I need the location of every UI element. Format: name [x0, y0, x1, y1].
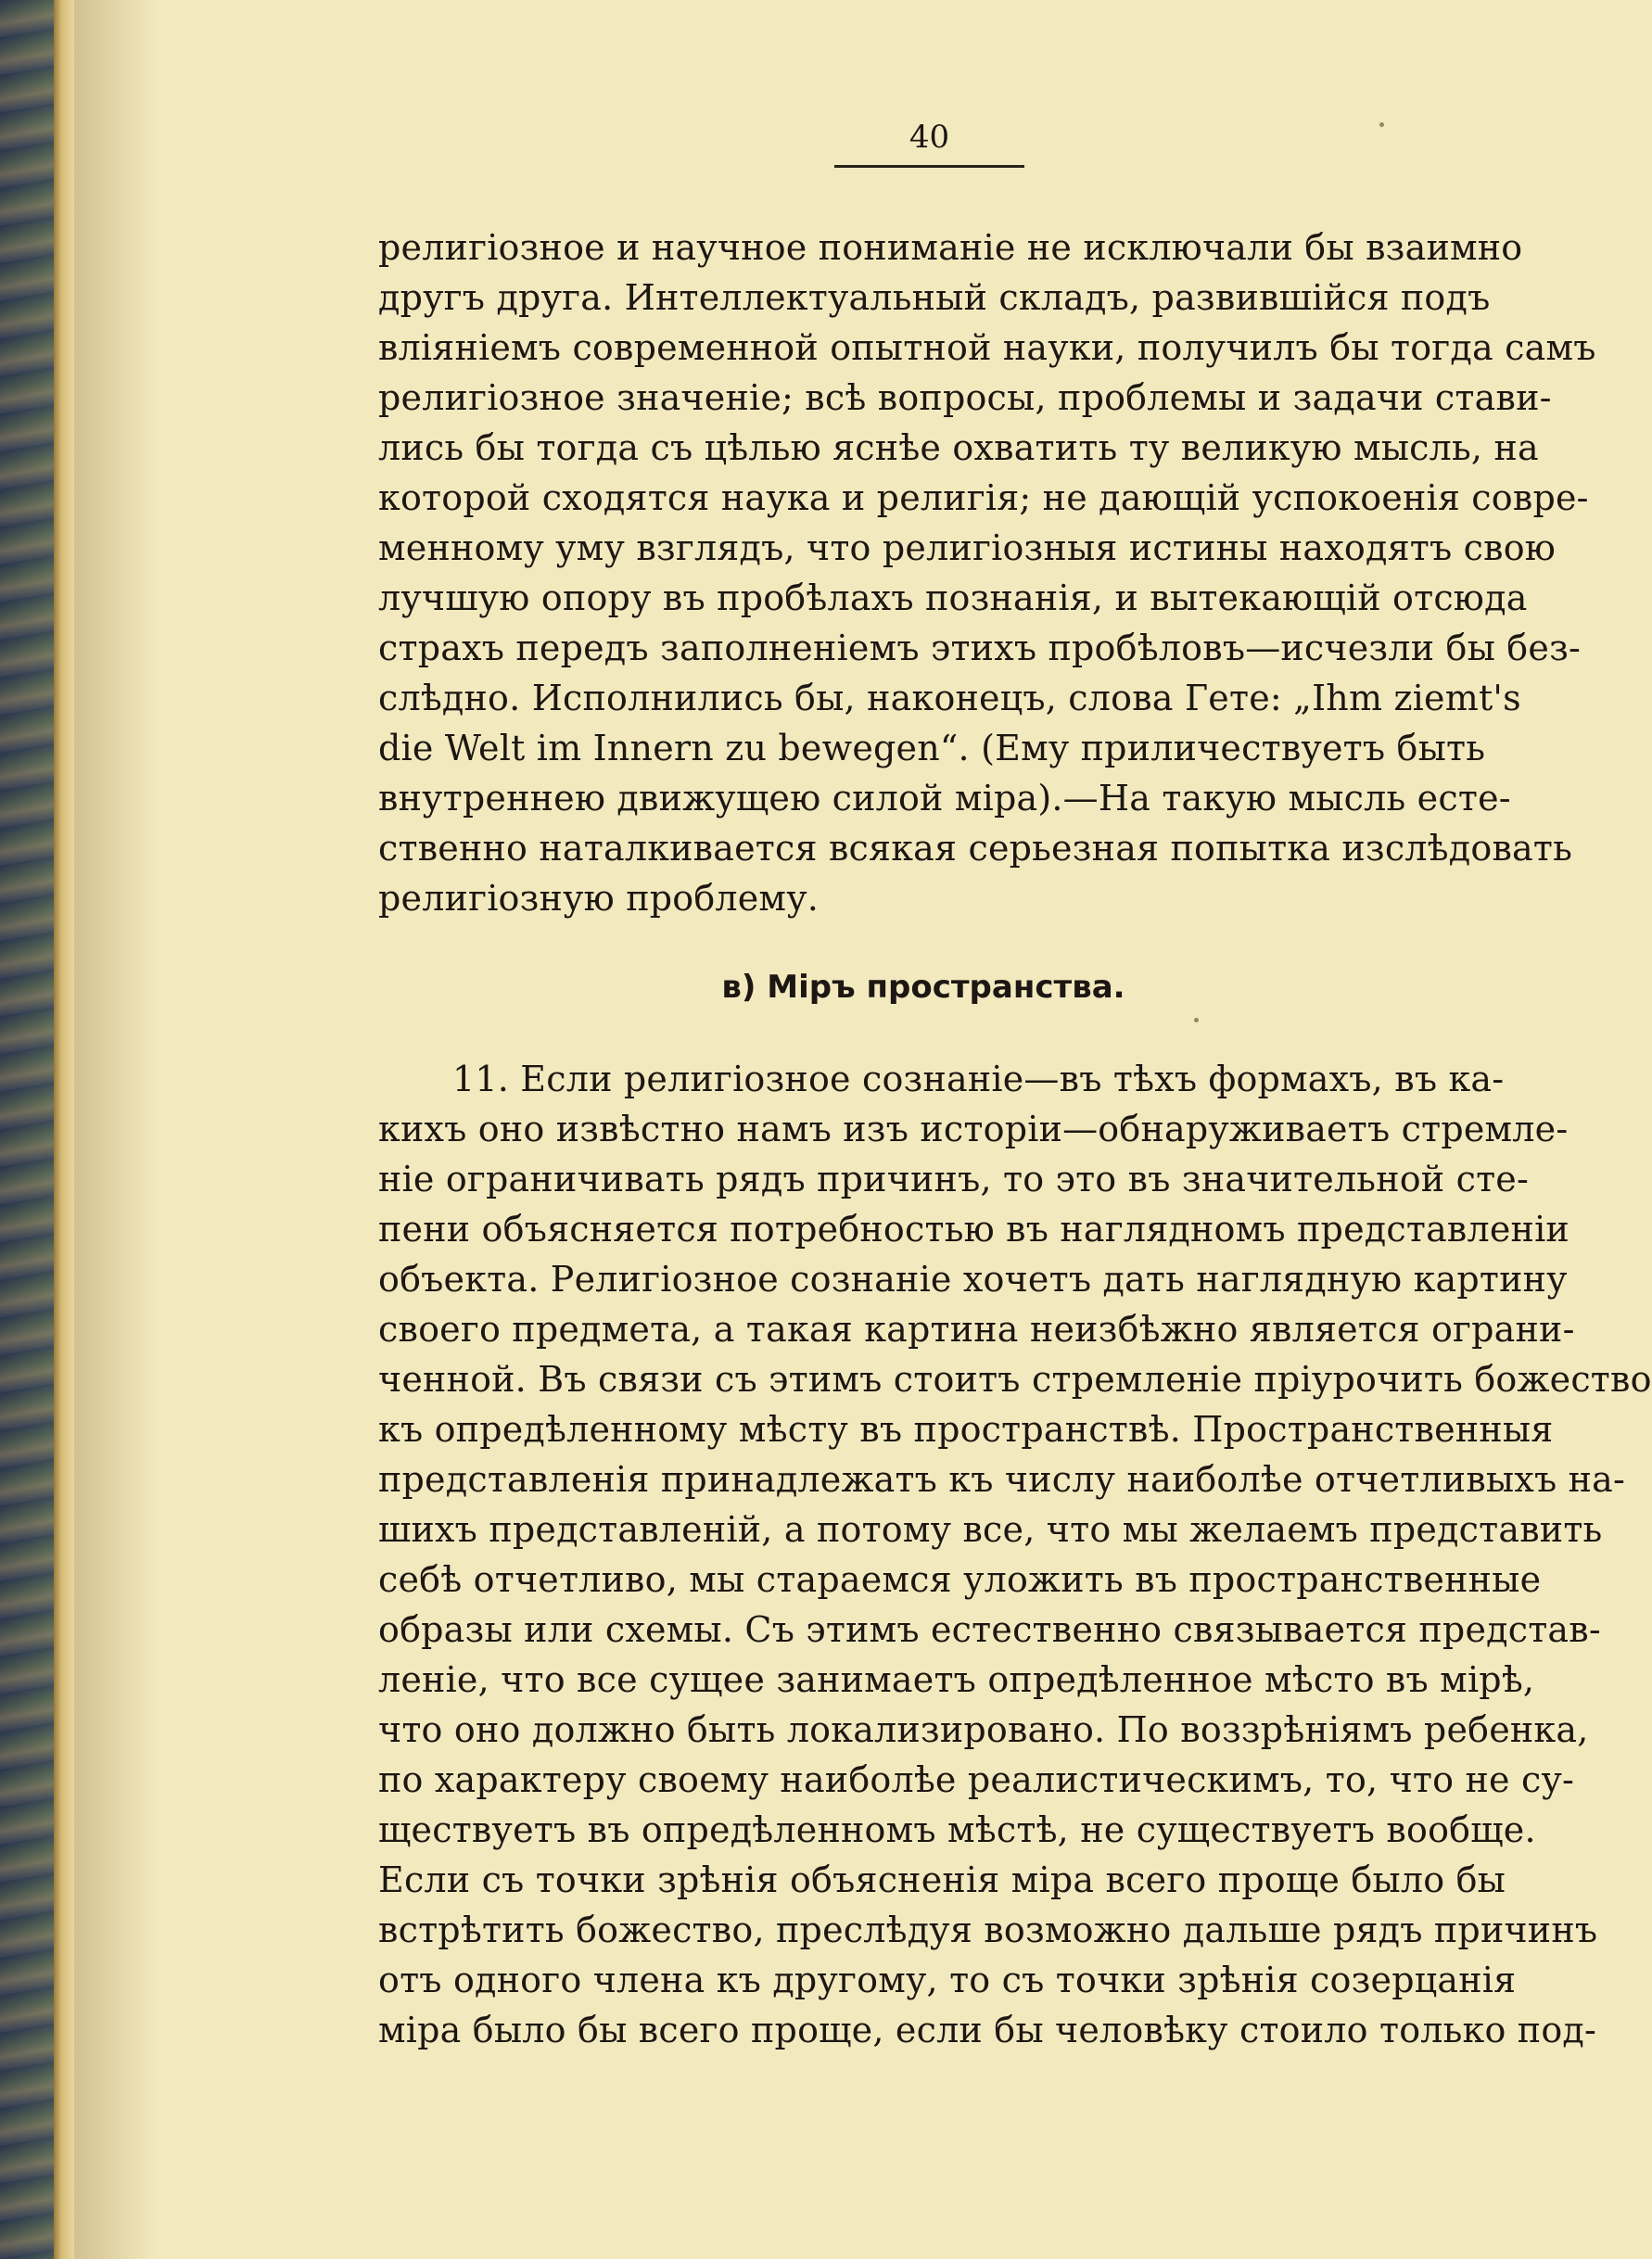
paper-speck	[1194, 1018, 1199, 1022]
page-stack-edge	[54, 0, 74, 2259]
text-line: которой сходятся наука и религія; не дающій успокоенія совре-	[378, 477, 1589, 518]
text-line: менному уму взглядъ, что религіозныя истины находятъ свою	[378, 527, 1557, 568]
text-line: что оно должно быть локализировано. По воззрѣніямъ ребенка,	[378, 1709, 1589, 1750]
text-line: леніе, что все сущее занимаетъ опредѣленное мѣсто въ мірѣ,	[378, 1659, 1535, 1700]
text-line: вліяніемъ современной опытной науки, получилъ бы тогда самъ	[378, 327, 1596, 368]
text-line: объекта. Религіозное сознаніе хочетъ дать наглядную картину	[378, 1259, 1568, 1300]
paragraph-continuation	[378, 222, 1596, 923]
text-line: своего предмета, а такая картина неизбѣжно является ограни-	[378, 1309, 1575, 1350]
header-rule	[834, 165, 1024, 168]
text-line: шихъ представленій, а потому все, что мы желаемъ представить	[378, 1509, 1603, 1550]
text-line: 11. Если религіозное сознаніе—въ тѣхъ формахъ, въ ка-	[452, 1059, 1505, 1099]
gutter-shadow	[74, 0, 158, 2259]
text-line: по характеру своему наиболѣе реалистическимъ, то, что не су-	[378, 1759, 1575, 1800]
text-line: внутреннею движущею силой міра).—На такую мысль есте-	[378, 778, 1511, 819]
text-line: себѣ отчетливо, мы стараемся уложить въ пространственные	[378, 1559, 1542, 1600]
marbled-cover-edge	[0, 0, 54, 2259]
text-line: другъ друга. Интеллектуальный складъ, развившійся подъ	[378, 277, 1491, 318]
text-line: образы или схемы. Съ этимъ естественно связывается представ-	[378, 1609, 1601, 1650]
text-line: ченной. Въ связи съ этимъ стоитъ стремленіе пріурочить божество	[378, 1359, 1652, 1400]
section-heading: в) Міръ пространства.	[721, 969, 1125, 1006]
text-line: слѣдно. Исполнились бы, наконецъ, слова Гете: „Ihm ziemt's	[378, 678, 1521, 718]
text-line: отъ одного члена къ другому, то съ точки зрѣнія созерцанія	[378, 1960, 1517, 2000]
page-header	[834, 119, 1024, 168]
text-line: міра было бы всего проще, если бы человѣку стоило только под-	[378, 2010, 1597, 2050]
text-line: религіозное значеніе; всѣ вопросы, проблемы и задачи стави-	[378, 377, 1552, 418]
text-line: лись бы тогда съ цѣлью яснѣе охватить ту великую мысль, на	[378, 427, 1539, 468]
text-line: кихъ оно извѣстно намъ изъ исторіи—обнаруживаетъ стремле-	[378, 1109, 1569, 1149]
text-line: die Welt im Innern zu bewegen“. (Ему приличествуетъ быть	[378, 728, 1486, 768]
paragraph-11	[378, 1054, 1652, 2055]
text-line: ніе ограничивать рядъ причинъ, то это въ значительной сте-	[378, 1159, 1530, 1199]
text-line: пени объясняется потребностью въ наглядномъ представленіи	[378, 1209, 1569, 1250]
page-number: 40	[909, 119, 950, 156]
text-line: религіозную проблему.	[378, 878, 820, 919]
text-line: къ опредѣленному мѣсту въ пространствѣ. Пространственныя	[378, 1409, 1554, 1450]
text-line: ственно наталкивается всякая серьезная попытка изслѣдовать	[378, 828, 1573, 869]
text-line: религіозное и научное пониманіе не исключали бы взаимно	[378, 227, 1523, 268]
text-line: страхъ передъ заполненіемъ этихъ пробѣловъ—исчезли бы без-	[378, 628, 1582, 668]
text-line: Если съ точки зрѣнія объясненія міра всего проще было бы	[378, 1859, 1506, 1900]
text-line: встрѣтить божество, преслѣдуя возможно дальше рядъ причинъ	[378, 1910, 1598, 1950]
paper-speck	[1379, 122, 1384, 127]
text-line: лучшую опору въ пробѣлахъ познанія, и вытекающій отсюда	[378, 577, 1528, 618]
text-line: ществуетъ въ опредѣленномъ мѣстѣ, не существуетъ вообще.	[378, 1809, 1536, 1850]
text-line: представленія принадлежатъ къ числу наиболѣе отчетливыхъ на-	[378, 1459, 1626, 1500]
